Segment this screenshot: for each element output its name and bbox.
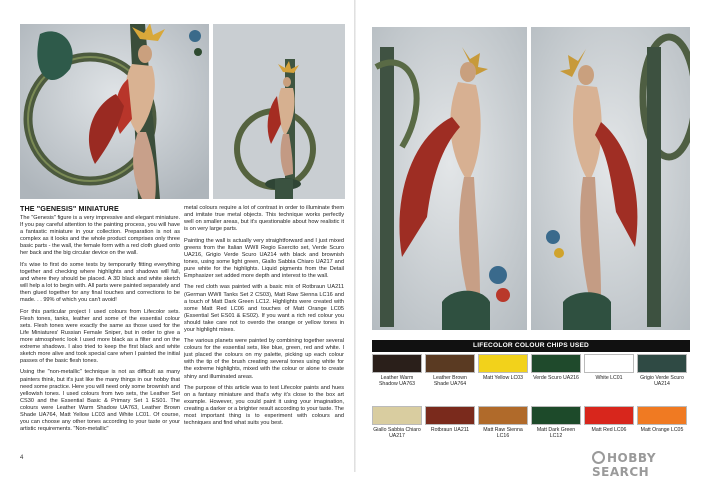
colour-chip-swatch <box>372 406 422 425</box>
colour-chip-swatch <box>478 406 528 425</box>
colour-chip-swatch <box>372 354 422 373</box>
colour-chip-label: White LC01 <box>595 375 623 381</box>
colour-chip-swatch <box>531 406 581 425</box>
page-gutter <box>354 0 356 472</box>
chips-title: LIFECOLOR COLOUR CHIPS USED <box>372 340 690 352</box>
article-paragraph: The "Genesis" figure is a very impressive and elegant miniature. If you pay careful attention to the painting process, you will have a fantastic miniature in your collection. Preparation is not as complex as it looks and the whole product comprises only three basic parts - the wall, the female form with a red cloth glued onto her back and the big circular device on the wall. <box>20 215 180 257</box>
colour-chip-swatch <box>637 354 687 373</box>
miniature-photo-side-right <box>531 27 690 330</box>
colour-chip <box>584 406 634 433</box>
colour-chip-label: Matt Red LC06 <box>591 427 627 433</box>
colour-chip-label: Matt Dark Green LC12 <box>536 427 576 440</box>
colour-chip-swatch <box>478 354 528 373</box>
colour-chip-label: Grigio Verde Scuro UA214 <box>640 375 684 388</box>
colour-chip-swatch <box>584 354 634 373</box>
colour-chip <box>531 354 581 381</box>
article-paragraph: Using the "non-metallic" technique is not as difficult as many painters think, but it's just like the many things in our hobby that need some practice. Here you will need only some brownish and yellowish tones. I used colours from two sets, the Leather Set CS30 and the Essential Basic & Primary Set 1 ES01. The colours were Leather Warm Shadow UA763, Leather Brown Shade UA764, Matt Yellow LC03 and White LC01. Of course, you can choose any other tones according to your taste or your artistic requirements. "Non-metallic" <box>20 369 180 432</box>
watermark <box>592 451 709 479</box>
article-column-2 <box>184 205 344 432</box>
miniature-photo-front <box>20 24 209 199</box>
colour-chip-swatch <box>425 354 475 373</box>
article-paragraph: Painting the wall is actually very straightforward and I just mixed greens from the Italian WWII Regio Esercito set, Verde Scuro UA216, Grigio Verde Scuro UA214 with black and brownish tones, using some light green, Giallo Sabbia Chiaro UA217 and pure white for the highlights. Liquid pigments from the Detail Emphasizer set added more depth and interest to the wall. <box>184 237 344 279</box>
hobby-search-logo-icon <box>592 451 605 464</box>
colour-chip <box>372 406 422 439</box>
colour-chip-label: Matt Raw Sienna LC16 <box>483 427 523 440</box>
colour-chip-swatch <box>584 406 634 425</box>
colour-chip-swatch <box>425 406 475 425</box>
miniature-photo-full <box>213 24 345 199</box>
article-heading: THE "GENESIS" MINIATURE <box>20 204 119 213</box>
colour-chip <box>425 406 475 433</box>
page-number: 4 <box>20 455 24 461</box>
colour-chip <box>425 354 475 387</box>
colour-chip-label: Rotbraun UA211 <box>430 427 470 433</box>
article-paragraph: The red cloth was painted with a basic mix of Rotbraun UA211 (German WWII Tanks Set 2 CS03), Matt Raw Sienna LC16 and a touch of Matt Dark Green LC12. Highlights were created with some Matt Red LC06 and touches of Matt Orange LC05 (Essential Set ES01 & ES02). If you want a rich red colour you should take care not to overdo the orange or yellow tones in your highlight mixes. <box>184 284 344 333</box>
colour-chip-label: Matt Orange LC05 <box>640 427 684 433</box>
article-paragraph: The purpose of this article was to test Lifecolor paints and hues on a fantasy miniature and that's why it's close to the box art example. However, you could paint it using your imagination, creating a darker or a brighter result according to your taste. The most important thing is to experiment with colours and techniques and find what suits you best. <box>184 385 344 427</box>
miniature-photo-side-left <box>372 27 527 330</box>
article-column-1 <box>20 205 180 437</box>
colour-chip <box>531 406 581 439</box>
article-paragraph: For this particular project I used colours from Lifecolor sets. Flesh tones, tanks, leather and some of the essential colour sets. Flesh tones were exactly the same as those used for the Life Miniatures' Russian Female Sniper, but in order to give a more atmospheric look I used more black as a filter and on the extreme shadows. I also tried to keep the first black and white sketch more alive and took special care when I painted the initial passes of the basic flesh tones. <box>20 308 180 364</box>
watermark-text: HOBBY SEARCH <box>592 451 657 479</box>
colour-chip <box>637 406 687 433</box>
article-paragraph: The various planets were painted by combining together several colours for the essential sets, like blue, green, red and white. I just placed the colours on my palette, picking up each colour with the tip of the brush creating several tones using white for the extreme highlights, mixed with the colour or alone to create shiny and illuminated areas. <box>184 338 344 380</box>
colour-chip <box>478 354 528 381</box>
colour-chip-label: Leather Warm Shadow UA763 <box>378 375 416 388</box>
article-paragraph: It's wise to first do some tests by temporarily fitting everything together and checking where highlights and shadows will fall, and where they should be placed. A 3D black and white sketch will help a lot to begin with. All parts were painted separately and then glued together for any final touches and corrections to be made. . . 99% of which you can't avoid! <box>20 261 180 304</box>
colour-chip-label: Verde Scuro UA216 <box>533 375 579 381</box>
colour-chip <box>478 406 528 439</box>
colour-chip <box>372 354 422 387</box>
colour-chips-grid <box>372 354 690 458</box>
colour-chip <box>637 354 687 387</box>
colour-chip-swatch <box>637 406 687 425</box>
article-paragraph: metal colours require a lot of contrast in order to illuminate them and imitate true metal objects. This technique works perfectly well on smaller areas, but it's questionable about how realistic it is on very large parts. <box>184 205 344 233</box>
colour-chip-label: Leather Brown Shade UA764 <box>433 375 467 388</box>
colour-chip <box>584 354 634 381</box>
colour-chip-swatch <box>531 354 581 373</box>
colour-chip-label: Matt Yellow LC03 <box>482 375 524 381</box>
colour-chip-label: Giallo Sabbia Chiaro UA217 <box>373 427 421 440</box>
